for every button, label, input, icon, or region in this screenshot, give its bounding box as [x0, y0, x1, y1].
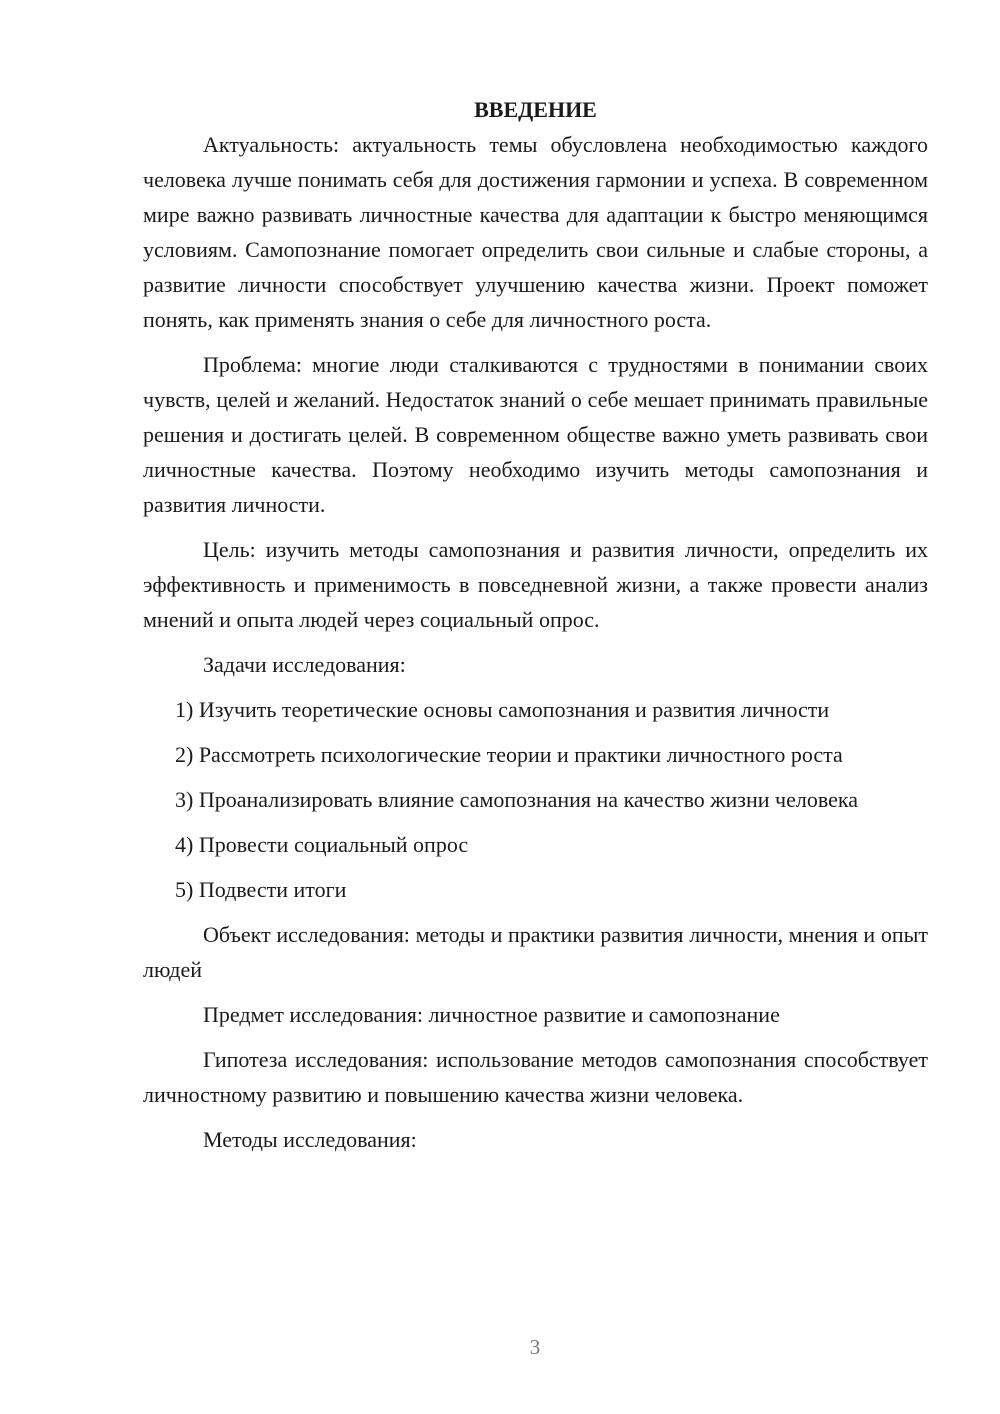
list-item: 2) Рассмотреть психологические теории и практики личностного роста	[175, 742, 843, 767]
list-item: 4) Провести социальный опрос	[175, 832, 469, 857]
paragraph-goal: Цель: изучить методы самопознания и развития личности, определить их эффективность и применимость в повседневной жизни, а также провести анализ мнений и опыта людей через социальный опрос.	[143, 537, 928, 632]
paragraph-problem: Проблема: многие люди сталкиваются с трудностями в понимании своих чувств, целей и желаний. Недостаток знаний о себе мешает принимать правильные решения и достигать целей. В современном обществе важно уметь развивать свои личностные качества. Поэтому необходимо изучить методы самопознания и развития личности.	[143, 352, 928, 517]
paragraph-methods-heading: Методы исследования:	[203, 1127, 417, 1152]
list-item: 3) Проанализировать влияние самопознания на качество жизни человека	[175, 787, 858, 812]
page-number: 3	[529, 1335, 541, 1359]
list-item: 5) Подвести итоги	[175, 877, 347, 902]
list-item: 1) Изучить теоретические основы самопознания и развития личности	[175, 697, 830, 722]
paragraph-object: Объект исследования: методы и практики развития личности, мнения и опыт людей	[143, 922, 928, 982]
tasks-list	[143, 692, 928, 907]
document-page	[143, 92, 928, 1167]
paragraph-subject: Предмет исследования: личностное развитие и самопознание	[203, 1002, 780, 1027]
paragraph-relevance: Актуальность: актуальность темы обусловлена необходимостью каждого человека лучше понимать себя для достижения гармонии и успеха. В современном мире важно развивать личностные качества для адаптации к быстро меняющимся условиям. Самопознание помогает определить свои сильные и слабые стороны, а развитие личности способствует улучшению качества жизни. Проект поможет понять, как применять знания о себе для личностного роста.	[143, 132, 928, 332]
paragraph-tasks-heading: Задачи исследования:	[203, 652, 406, 677]
document-title: ВВЕДЕНИЕ	[474, 97, 597, 122]
paragraph-hypothesis: Гипотеза исследования: использование методов самопознания способствует личностному развитию и повышению качества жизни человека.	[143, 1047, 928, 1107]
